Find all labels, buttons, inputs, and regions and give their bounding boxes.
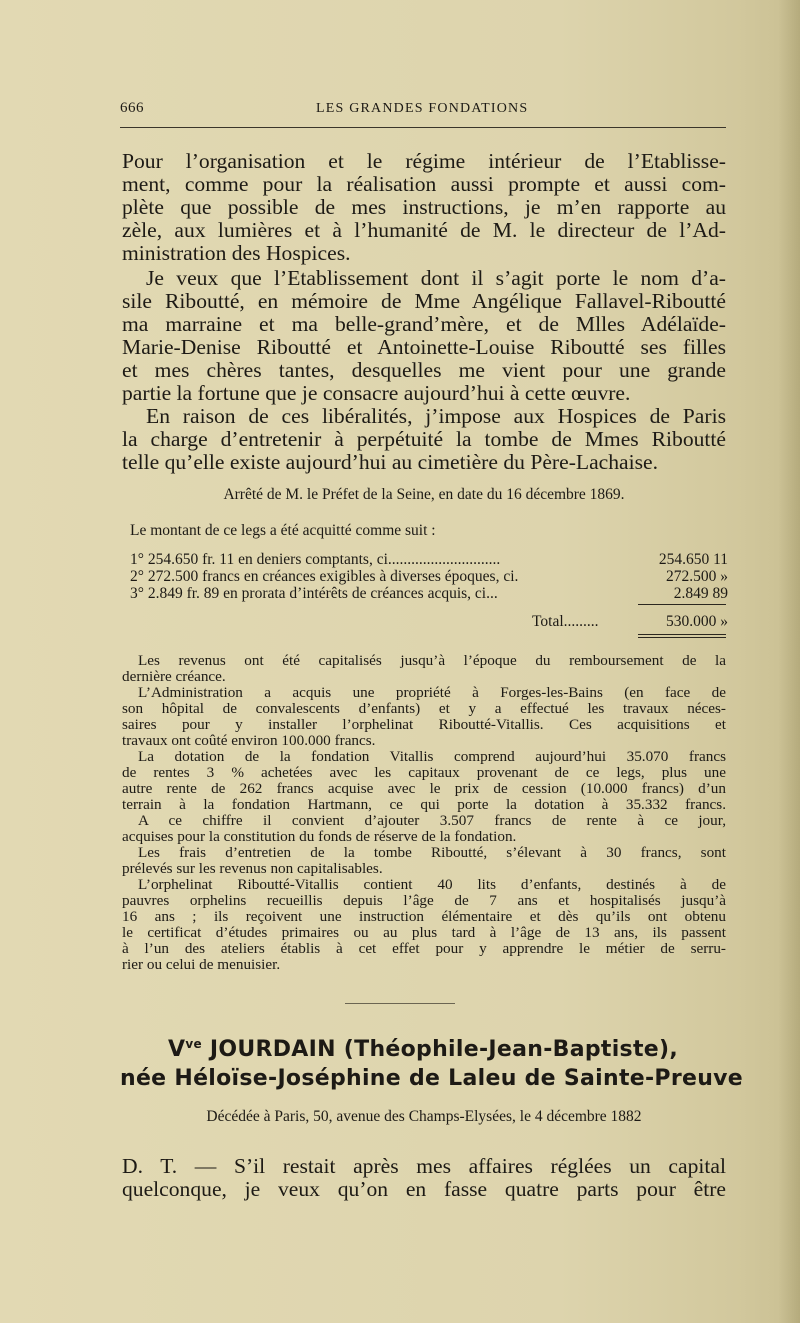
text-line: saires pour y installer l’orphelinat Riboutté-Vitallis. Ces acquisitions et xyxy=(122,716,726,733)
note-frais xyxy=(122,845,726,877)
text-line: le certificat d’études primaires ou au plus tard à l’âge de 13 ans, ils passent xyxy=(122,924,726,941)
text-line: plète que possible de mes instructions, je m’en rapporte au xyxy=(122,195,726,219)
total-double-rule-2 xyxy=(638,637,726,638)
text-line: travaux ont coûté environ 100.000 francs. xyxy=(122,732,376,749)
note-propriete xyxy=(122,685,726,749)
text-line: pauvres orphelins recueillis depuis l’âge de 7 ans et hospitalisés jusqu’à xyxy=(122,892,726,909)
row-label: 1° 254.650 fr. 11 en deniers comptants, ci............................. xyxy=(130,551,501,568)
total-row xyxy=(130,613,728,630)
page-edge-shadow xyxy=(778,0,800,1323)
text-line: prélevés sur les revenus non capitalisables. xyxy=(122,860,383,877)
entry-heading-line2: née Héloïse-Joséphine de Laleu de Sainte-Preuve xyxy=(120,1066,744,1091)
row-amount: 272.500 » xyxy=(666,568,728,585)
heading-sup: ve xyxy=(185,1037,202,1051)
text-line: de rentes 3 % achetées avec les capitaux provenant de ce legs, plus une xyxy=(122,764,726,781)
text-line: Les revenus ont été capitalisés jusqu’à l’époque du remboursement de la xyxy=(138,652,726,669)
row-label: 2° 272.500 francs en créances exigibles à diverses époques, ci. xyxy=(130,568,519,585)
text-line: Marie-Denise Riboutté et Antoinette-Louise Riboutté ses filles xyxy=(122,335,726,359)
note-dotation xyxy=(122,749,726,813)
table-row xyxy=(130,568,728,585)
text-line: terrain à la fondation Hartmann, ce qui porte la dotation à 35.332 francs. xyxy=(122,796,726,813)
total-label: Total......... xyxy=(532,613,599,630)
paragraph-organisation xyxy=(122,150,726,265)
table-row xyxy=(130,613,728,630)
text-line: L’orphelinat Riboutté-Vitallis contient 40 lits d’enfants, destinés à de xyxy=(138,876,726,893)
text-line: D. T. — S’il restait après mes affaires réglées un capital xyxy=(122,1154,726,1178)
note-orphelinat xyxy=(122,877,726,973)
text-line: dernière créance. xyxy=(122,668,226,685)
text-line: Je veux que l’Etablissement dont il s’agit porte le nom d’a- xyxy=(146,266,726,290)
text-line: sile Riboutté, en mémoire de Mme Angélique Fallavel-Riboutté xyxy=(122,289,726,313)
text-line: Les frais d’entretien de la tombe Riboutté, s’élevant à 30 francs, sont xyxy=(138,844,726,861)
text-line: la charge d’entretenir à perpétuité la tombe de Mmes Riboutté xyxy=(122,427,726,451)
sum-rule xyxy=(638,604,726,605)
text-line: L’Administration a acquis une propriété à Forges-les-Bains (en face de xyxy=(138,684,726,701)
header-rule xyxy=(120,127,726,128)
page-header xyxy=(120,100,726,122)
page-number: 666 xyxy=(120,100,144,116)
table-row xyxy=(130,551,728,568)
text-line: ment, comme pour la réalisation aussi prompte et aussi com- xyxy=(122,172,726,196)
row-amount: 2.849 89 xyxy=(673,585,728,602)
section-divider xyxy=(345,1003,455,1004)
text-line: En raison de ces libéralités, j’impose aux Hospices de Paris xyxy=(146,404,726,428)
text-line: Pour l’organisation et le régime intérieur de l’Etablisse- xyxy=(122,149,726,173)
legs-table xyxy=(130,551,728,602)
paragraph-tombe xyxy=(122,405,726,474)
running-title: LES GRANDES FONDATIONS xyxy=(316,101,529,116)
text-line: quelconque, je veux qu’on en fasse quatre parts pour être xyxy=(122,1177,726,1201)
text-line: autre rente de 262 francs acquise avec le prix de cession (10.000 francs) d’un xyxy=(122,780,726,797)
deces-line: Décédée à Paris, 50, avenue des Champs-Elysées, le 4 décembre 1882 xyxy=(206,1108,642,1125)
notes-block xyxy=(122,653,726,973)
text-line: acquises pour la constitution du fonds de réserve de la fondation. xyxy=(122,828,517,845)
arrete-line: Arrêté de M. le Préfet de la Seine, en date du 16 décembre 1869. xyxy=(223,486,625,503)
text-line: zèle, aux lumières et à l’humanité de M. le directeur de l’Ad- xyxy=(122,218,726,242)
text-line: à l’un des ateliers établis à cet effet pour y apprendre le métier de serru- xyxy=(122,940,726,957)
text-line: A ce chiffre il convient d’ajouter 3.507 francs de rente à ce jour, xyxy=(138,812,726,829)
text-line: partie la fortune que je consacre aujourd’hui à cette œuvre. xyxy=(122,381,631,405)
text-line: rier ou celui de menuisier. xyxy=(122,956,281,973)
text-line: telle qu’elle existe aujourd’hui au cimetière du Père-Lachaise. xyxy=(122,450,659,474)
text-line: 16 ans ; ils reçoivent une instruction élémentaire et dès qu’ils ont obtenu xyxy=(122,908,726,925)
row-amount: 254.650 11 xyxy=(658,551,728,568)
text-line: son hôpital de convalescents d’enfants) et y a effectué les travaux néces- xyxy=(122,700,726,717)
row-label: 3° 2.849 fr. 89 en prorata d’intérêts de créances acquis, ci... xyxy=(130,585,498,602)
paragraph-dt xyxy=(122,1155,726,1201)
total-amount: 530.000 » xyxy=(666,613,728,630)
table-row xyxy=(130,585,728,602)
heading-name: JOURDAIN (Théophile-Jean-Baptiste), xyxy=(201,1037,678,1062)
text-line: La dotation de la fondation Vitallis comprend aujourd’hui 35.070 francs xyxy=(138,748,726,765)
text-line: ma marraine et ma belle-grand’mère, et de Mlles Adélaïde- xyxy=(122,312,726,336)
total-double-rule-1 xyxy=(638,634,726,635)
note-chiffre xyxy=(122,813,726,845)
entry-heading-line1 xyxy=(120,1037,726,1062)
text-line: et mes chères tantes, desquelles me vient pour une grande xyxy=(122,358,726,382)
heading-prefix: V xyxy=(168,1037,186,1062)
note-revenus xyxy=(122,653,726,685)
paragraph-nom-asile xyxy=(122,267,726,405)
legs-intro: Le montant de ce legs a été acquitté comme suit : xyxy=(130,522,436,539)
text-line: ministration des Hospices. xyxy=(122,241,351,265)
